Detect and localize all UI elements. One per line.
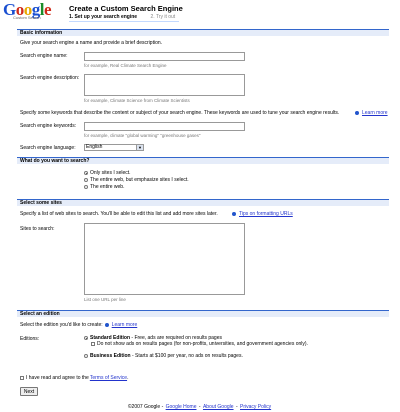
engine-keywords-hint: for example, climate "global warming" "greenhouse gases" bbox=[84, 133, 201, 138]
help-icon bbox=[232, 212, 236, 216]
engine-description-hint: for example, Climate Science from Climate Scientists bbox=[84, 98, 190, 103]
edition-standard-name: Standard Edition bbox=[90, 335, 130, 341]
search-option-radio[interactable] bbox=[84, 171, 88, 175]
edition-intro bbox=[20, 322, 137, 328]
engine-keywords-input[interactable] bbox=[84, 122, 245, 131]
engine-name-input[interactable] bbox=[84, 52, 245, 61]
engine-keywords-label: Search engine keywords: bbox=[20, 123, 77, 129]
keywords-intro-text: Specify some keywords that describe the content or subject of your search engine. These keywords are used to tune your search engine results. bbox=[20, 110, 340, 116]
search-option-label: The entire web. bbox=[90, 184, 125, 190]
help-icon bbox=[355, 111, 359, 115]
footer-about-google-link[interactable]: About Google bbox=[202, 404, 234, 410]
footer-privacy-policy-link[interactable]: Privacy Policy bbox=[240, 404, 272, 410]
tips-formatting-urls-link[interactable]: Tips on formatting URLs bbox=[239, 211, 293, 217]
edition-learn-more-link[interactable]: Learn more bbox=[111, 322, 138, 328]
search-option-emphasize[interactable] bbox=[84, 177, 189, 183]
help-icon bbox=[105, 323, 109, 327]
basic-intro-text: Give your search engine a name and provide a brief description. bbox=[20, 40, 163, 46]
edition-business-name: Business Edition bbox=[90, 353, 131, 359]
terms-agreement[interactable] bbox=[20, 375, 128, 381]
next-button[interactable]: Next bbox=[20, 387, 38, 396]
footer-copyright: ©2007 Google - bbox=[127, 404, 164, 410]
section-select-edition: Select an edition bbox=[17, 310, 389, 317]
step-indicator bbox=[69, 14, 175, 20]
search-option-label: The entire web, but emphasize sites I select. bbox=[90, 177, 189, 183]
search-option-radio[interactable] bbox=[84, 185, 88, 189]
sites-to-search-textarea[interactable] bbox=[84, 223, 245, 295]
footer bbox=[0, 404, 400, 410]
edition-standard-desc: - Free, ads are required on results pages bbox=[130, 335, 222, 341]
terms-of-service-link[interactable]: Terms of Service bbox=[89, 375, 128, 381]
footer-separator: - bbox=[198, 404, 201, 410]
edition-business-desc: - Starts at $100 per year, no ads on results pages. bbox=[130, 353, 243, 359]
engine-description-label: Search engine description: bbox=[20, 75, 80, 81]
engine-language-select[interactable] bbox=[84, 144, 144, 151]
edition-business-option[interactable] bbox=[84, 353, 243, 359]
tips-formatting-urls[interactable] bbox=[232, 211, 293, 217]
logo-subtitle: Custom Search bbox=[13, 15, 41, 20]
search-option-radio[interactable] bbox=[84, 178, 88, 182]
search-option-label: Only sites I select. bbox=[90, 170, 131, 176]
no-ads-option[interactable] bbox=[91, 341, 308, 347]
sites-intro-text: Specify a list of web sites to search. You'll be able to edit this list and add more sites later. bbox=[20, 211, 218, 217]
edition-business-radio[interactable] bbox=[84, 354, 88, 358]
engine-language-label: Search engine language: bbox=[20, 145, 76, 151]
chevron-down-icon[interactable]: ▼ bbox=[136, 145, 143, 150]
sites-to-search-hint: List one URL per line bbox=[84, 297, 126, 302]
keywords-learn-more-link[interactable]: Learn more bbox=[362, 110, 388, 116]
no-ads-checkbox[interactable] bbox=[91, 342, 95, 346]
terms-suffix: . bbox=[127, 375, 129, 381]
section-what-to-search: What do you want to search? bbox=[17, 157, 389, 164]
step-divider bbox=[69, 21, 179, 22]
terms-prefix-text: I have read and agree to the bbox=[26, 375, 89, 381]
editions-label: Editions: bbox=[20, 336, 40, 342]
google-logo bbox=[3, 1, 59, 23]
engine-name-hint: for example, Real Climate Search Engine bbox=[84, 63, 167, 68]
step-current: 1. Set up your search engine bbox=[69, 14, 138, 20]
keywords-learn-more[interactable] bbox=[355, 110, 388, 116]
engine-description-input[interactable] bbox=[84, 74, 245, 96]
terms-checkbox[interactable] bbox=[20, 376, 24, 380]
edition-standard-radio[interactable] bbox=[84, 336, 88, 340]
section-basic-information: Basic information bbox=[17, 29, 389, 36]
footer-google-home-link[interactable]: Google Home bbox=[165, 404, 197, 410]
page-title: Create a Custom Search Engine bbox=[69, 4, 183, 13]
footer-separator: - bbox=[235, 404, 238, 410]
step-next: 2. Try it out bbox=[150, 14, 176, 20]
edition-intro-text: Select the edition you'd like to create: bbox=[20, 322, 103, 328]
no-ads-label: Do not show ads on results pages (for non-profits, universities, and government agencies only). bbox=[97, 341, 308, 347]
sites-to-search-label: Sites to search: bbox=[20, 226, 55, 232]
engine-language-value: English bbox=[86, 144, 103, 150]
search-option-only-sites[interactable] bbox=[84, 170, 131, 176]
logo-wordmark: Google bbox=[3, 0, 52, 19]
engine-name-label: Search engine name: bbox=[20, 53, 68, 59]
section-select-sites: Select some sites bbox=[17, 199, 389, 206]
search-option-entire-web[interactable] bbox=[84, 184, 124, 190]
